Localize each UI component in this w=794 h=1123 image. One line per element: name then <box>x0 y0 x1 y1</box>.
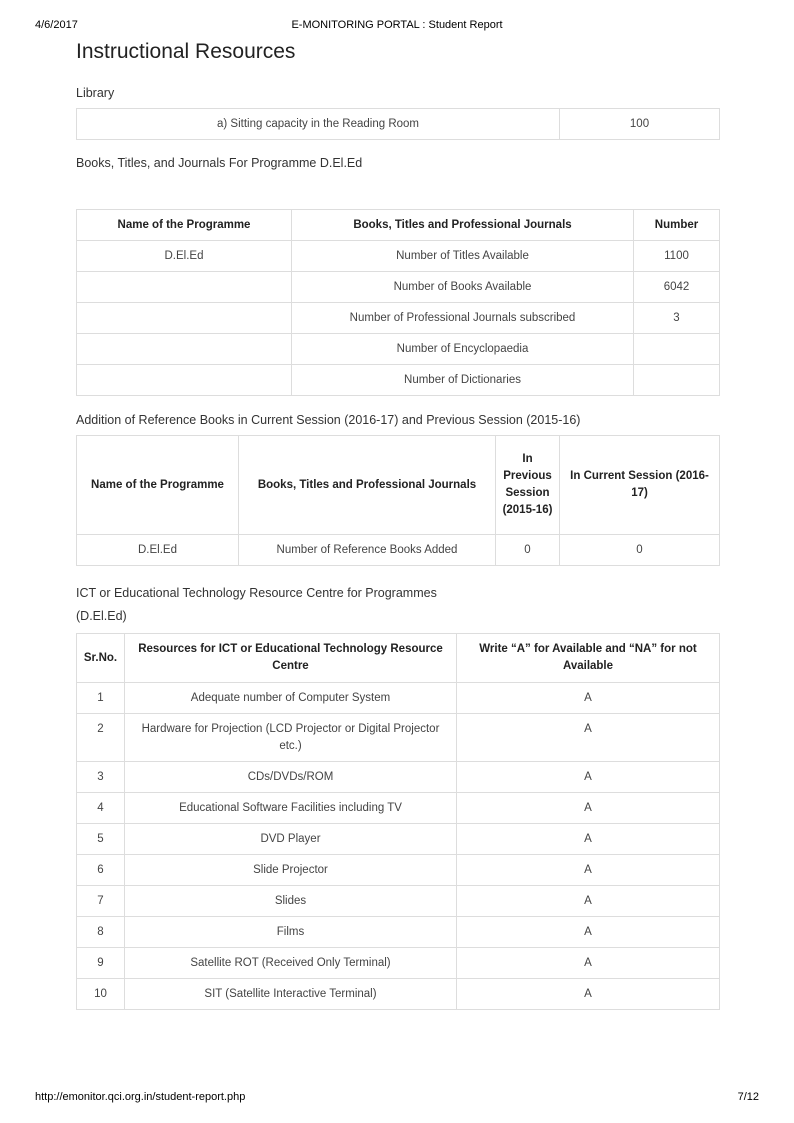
column-header: Name of the Programme <box>77 436 239 535</box>
table-cell <box>77 303 292 334</box>
table-cell <box>77 272 292 303</box>
table-cell: Number of Encyclopaedia <box>292 334 634 365</box>
table-cell: CDs/DVDs/ROM <box>125 762 457 793</box>
table-row <box>77 762 720 793</box>
ict-table <box>76 633 720 1010</box>
table-cell: 7 <box>77 886 125 917</box>
table-cell: A <box>457 917 720 948</box>
table-row <box>77 714 720 762</box>
table-cell: Educational Software Facilities including TV <box>125 793 457 824</box>
column-header: Resources for ICT or Educational Technology Resource Centre <box>125 634 457 683</box>
reference-heading: Addition of Reference Books in Current Session (2016-17) and Previous Session (2015-16) <box>76 413 581 427</box>
table-cell <box>77 334 292 365</box>
table-cell: 4 <box>77 793 125 824</box>
ict-heading: ICT or Educational Technology Resource Centre for Programmes <box>76 586 437 600</box>
table-cell: 6 <box>77 855 125 886</box>
table-cell: 2 <box>77 714 125 762</box>
table-cell: SIT (Satellite Interactive Terminal) <box>125 979 457 1010</box>
library-table <box>76 108 720 140</box>
print-date: 4/6/2017 <box>35 19 78 31</box>
table-row <box>77 535 720 566</box>
table-header-row <box>77 210 720 241</box>
table-cell: Adequate number of Computer System <box>125 683 457 714</box>
table-cell: Number of Titles Available <box>292 241 634 272</box>
table-cell <box>634 365 720 396</box>
library-heading: Library <box>76 86 115 100</box>
library-row-label: a) Sitting capacity in the Reading Room <box>77 109 560 140</box>
table-row <box>77 824 720 855</box>
table-cell: A <box>457 979 720 1010</box>
table-row <box>77 948 720 979</box>
table-cell: A <box>457 855 720 886</box>
table-cell: A <box>457 948 720 979</box>
column-header: In Previous Session (2015-16) <box>496 436 560 535</box>
table-row <box>77 272 720 303</box>
column-header: Write “A” for Available and “NA” for not Available <box>457 634 720 683</box>
table-cell: A <box>457 683 720 714</box>
table-cell: Satellite ROT (Received Only Terminal) <box>125 948 457 979</box>
table-cell: Number of Reference Books Added <box>239 535 496 566</box>
page-number: 7/12 <box>737 1091 759 1103</box>
table-cell: Slide Projector <box>125 855 457 886</box>
table-cell: 9 <box>77 948 125 979</box>
table-cell: 8 <box>77 917 125 948</box>
column-header: Number <box>634 210 720 241</box>
table-cell: 0 <box>560 535 720 566</box>
table-cell: 0 <box>496 535 560 566</box>
table-row <box>77 303 720 334</box>
table-cell: 6042 <box>634 272 720 303</box>
column-header: Books, Titles and Professional Journals <box>239 436 496 535</box>
table-cell: 5 <box>77 824 125 855</box>
table-cell: 3 <box>634 303 720 334</box>
table-row <box>77 683 720 714</box>
column-header: In Current Session (2016-17) <box>560 436 720 535</box>
table-cell: 1100 <box>634 241 720 272</box>
table-cell: A <box>457 762 720 793</box>
table-row <box>77 979 720 1010</box>
table-cell: Hardware for Projection (LCD Projector or Digital Projector etc.) <box>125 714 457 762</box>
table-row <box>77 365 720 396</box>
footer-url: http://emonitor.qci.org.in/student-report.php <box>35 1091 246 1103</box>
table-cell: 3 <box>77 762 125 793</box>
table-cell: Number of Professional Journals subscribed <box>292 303 634 334</box>
table-cell: A <box>457 714 720 762</box>
column-header: Sr.No. <box>77 634 125 683</box>
ict-subheading: (D.El.Ed) <box>76 609 127 623</box>
table-row <box>77 855 720 886</box>
library-row-value: 100 <box>560 109 720 140</box>
table-header-row <box>77 436 720 535</box>
table-cell: Number of Dictionaries <box>292 365 634 396</box>
books-heading: Books, Titles, and Journals For Programme D.El.Ed <box>76 156 363 170</box>
table-row <box>77 334 720 365</box>
table-cell: A <box>457 824 720 855</box>
table-cell: Number of Books Available <box>292 272 634 303</box>
page-title: Instructional Resources <box>76 40 296 63</box>
table-cell <box>77 365 292 396</box>
table-cell: D.El.Ed <box>77 241 292 272</box>
books-table <box>76 209 720 396</box>
table-row <box>77 109 720 140</box>
reference-table <box>76 435 720 566</box>
table-cell: D.El.Ed <box>77 535 239 566</box>
table-cell: Slides <box>125 886 457 917</box>
column-header: Name of the Programme <box>77 210 292 241</box>
column-header: Books, Titles and Professional Journals <box>292 210 634 241</box>
table-cell <box>634 334 720 365</box>
table-row <box>77 793 720 824</box>
table-header-row <box>77 634 720 683</box>
table-cell: A <box>457 793 720 824</box>
table-row <box>77 917 720 948</box>
table-row <box>77 241 720 272</box>
table-cell: Films <box>125 917 457 948</box>
table-row <box>77 886 720 917</box>
table-cell: 10 <box>77 979 125 1010</box>
print-header-title: E-MONITORING PORTAL : Student Report <box>291 19 503 31</box>
table-cell: DVD Player <box>125 824 457 855</box>
table-cell: 1 <box>77 683 125 714</box>
table-cell: A <box>457 886 720 917</box>
